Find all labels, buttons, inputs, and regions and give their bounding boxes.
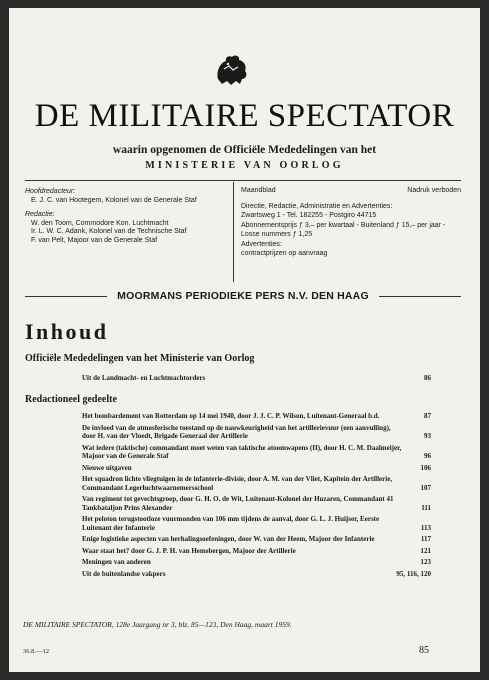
- section-official-heading: Officiële Mededelingen van het Ministerie van Oorlog: [25, 353, 255, 364]
- toc-entry-title: De invloed van de atmosferische toestand op de nauwkeurigheid van het artillerievuur (een aanvulling), door H. van der Vloedt, Brigade Generaal der Artillerie: [82, 423, 391, 440]
- monthly-label: Maandblad: [241, 187, 276, 194]
- toc-entry[interactable]: [82, 475, 431, 492]
- publisher-bar: [25, 290, 461, 302]
- journal-title: DE MILITAIRE SPECTATOR: [34, 98, 455, 134]
- section-editorial-heading: Redactioneel gedeelte: [25, 394, 117, 405]
- toc-entry-title: Nieuwe uitgaven: [82, 463, 132, 472]
- toc-entry-page: 111: [421, 503, 431, 512]
- contents-heading: Inhoud: [25, 319, 109, 344]
- toc-entry[interactable]: [82, 558, 431, 567]
- toc-entry-page: 96: [424, 452, 431, 460]
- toc-entry[interactable]: [82, 515, 431, 532]
- toc-entry-page: 121: [420, 546, 431, 555]
- issue-citation: DE MILITAIRE SPECTATOR, 128e Jaargang nr 3, blz. 85—123, Den Haag, maart 1959.: [23, 620, 292, 629]
- toc-entry[interactable]: [82, 535, 431, 544]
- toc-entry-title: Waar staat het? door G. J. P. H. van Hemsbergen, Majoor der Artillerie: [82, 546, 296, 555]
- page-number: 85: [419, 645, 429, 656]
- toc-editorial: [82, 412, 431, 578]
- editor-label: Hoofdredacteur:: [25, 188, 76, 195]
- publisher-rule: [379, 296, 461, 297]
- toc-entry-page: 107: [420, 483, 431, 492]
- lion-crest-icon: [212, 53, 250, 87]
- ministry-name: MINISTERIE VAN OORLOG: [145, 160, 344, 171]
- toc-official: [82, 374, 431, 383]
- editorial-label: Redactie:: [25, 211, 55, 218]
- toc-entry-title: Wat iedere (taktische) commandant moet weten van taktische atoomwapens (II), door H. C. M. Daalmeijer, Majoor van de Generale Staf: [82, 443, 402, 460]
- toc-entry-page: 93: [424, 432, 431, 440]
- ads-info: contractprijzen op aanvraag: [241, 250, 328, 257]
- toc-entry[interactable]: [82, 444, 431, 461]
- toc-entry[interactable]: [82, 547, 431, 556]
- colophon-info: [241, 186, 461, 259]
- editorial-member: F. van Pelt, Majoor van de Generale Staf: [31, 236, 158, 244]
- masthead-rule: [25, 180, 461, 181]
- editor-name: E. J. C. van Hootegem, Kolonel van de Generale Staf: [31, 196, 197, 204]
- toc-entry[interactable]: [82, 464, 431, 473]
- toc-entry-page: 117: [420, 535, 431, 543]
- toc-entry-page: 95, 116, 120: [396, 569, 431, 578]
- editorial-member: W. den Toom, Commodore Kon. Luchtmacht: [31, 219, 169, 227]
- journal-subtitle: waarin opgenomen de Officiële Mededelingen van het: [112, 144, 377, 156]
- toc-entry-title: Van regiment tot gevechtsgroep, door G. H. O. de Wit, Luitenant-Kolonel der Huzaren, Commandant 41 Tankbataljon Prins Alexander: [82, 495, 394, 512]
- print-code: 36.8.—12: [23, 648, 49, 655]
- toc-entry-page: 106: [420, 463, 431, 472]
- toc-entry-page: 87: [424, 412, 431, 420]
- toc-entry-title: Uit de Landmacht- en Luchtmachtorders: [82, 374, 206, 382]
- address-line: Zwartsweg 1 - Tel. 182255 - Postgiro 44715: [241, 212, 377, 219]
- toc-entry[interactable]: [82, 412, 431, 421]
- colophon-staff: [25, 182, 234, 282]
- toc-entry-title: Het bombardement van Rotterdam op 14 mei 1940, door J. J. C. P. Wilson, Luitenant-Generaal b.d.: [82, 412, 380, 420]
- toc-entry-page: 123: [420, 558, 431, 566]
- publisher-name: MOORMANS PERIODIEKE PERS N.V. DEN HAAG: [117, 290, 369, 302]
- reprint-note: Nadruk verboden: [407, 187, 461, 194]
- toc-entry-title: Enige logistieke aspecten van herhalingsoefeningen, door W. van der Heem, Majoor der Infanterie: [82, 535, 375, 543]
- publisher-rule: [25, 296, 107, 297]
- toc-entry[interactable]: [82, 374, 431, 383]
- ads-label: Advertenties:: [241, 240, 282, 248]
- toc-entry[interactable]: [82, 570, 431, 579]
- editorial-member: Ir. L. W. C. Adank, Kolonel van de Technische Staf: [31, 228, 187, 235]
- toc-entry-title: Het peloton terugstootloze vuurmonden van 106 mm tijdens de aanval, door G. L. J. Huijser, Eerste Luitenant der Infanterie: [82, 515, 380, 532]
- toc-entry[interactable]: [82, 424, 431, 441]
- toc-entry[interactable]: [82, 495, 431, 512]
- subscription-info: Abonnementsprijs ƒ 3,– per kwartaal - Buitenland ƒ 15,– per jaar - Losse nummers ƒ 1,25: [241, 221, 446, 238]
- toc-entry-title: Uit de buitenlandse vakpers: [82, 569, 166, 578]
- toc-entry-page: 86: [424, 374, 431, 382]
- address-label: Directie, Redactie, Administratie en Advertenties:: [241, 202, 393, 210]
- toc-entry-page: 113: [420, 523, 431, 532]
- toc-entry-title: Meningen van anderen: [82, 558, 151, 566]
- toc-entry-title: Het squadron lichte vliegtuigen in de infanterie-divisie, door A. M. van der Vliet, Kapitein der Artillerie, Commandant Legerluchtwaarnemersschool: [82, 475, 393, 492]
- journal-page: [9, 8, 480, 672]
